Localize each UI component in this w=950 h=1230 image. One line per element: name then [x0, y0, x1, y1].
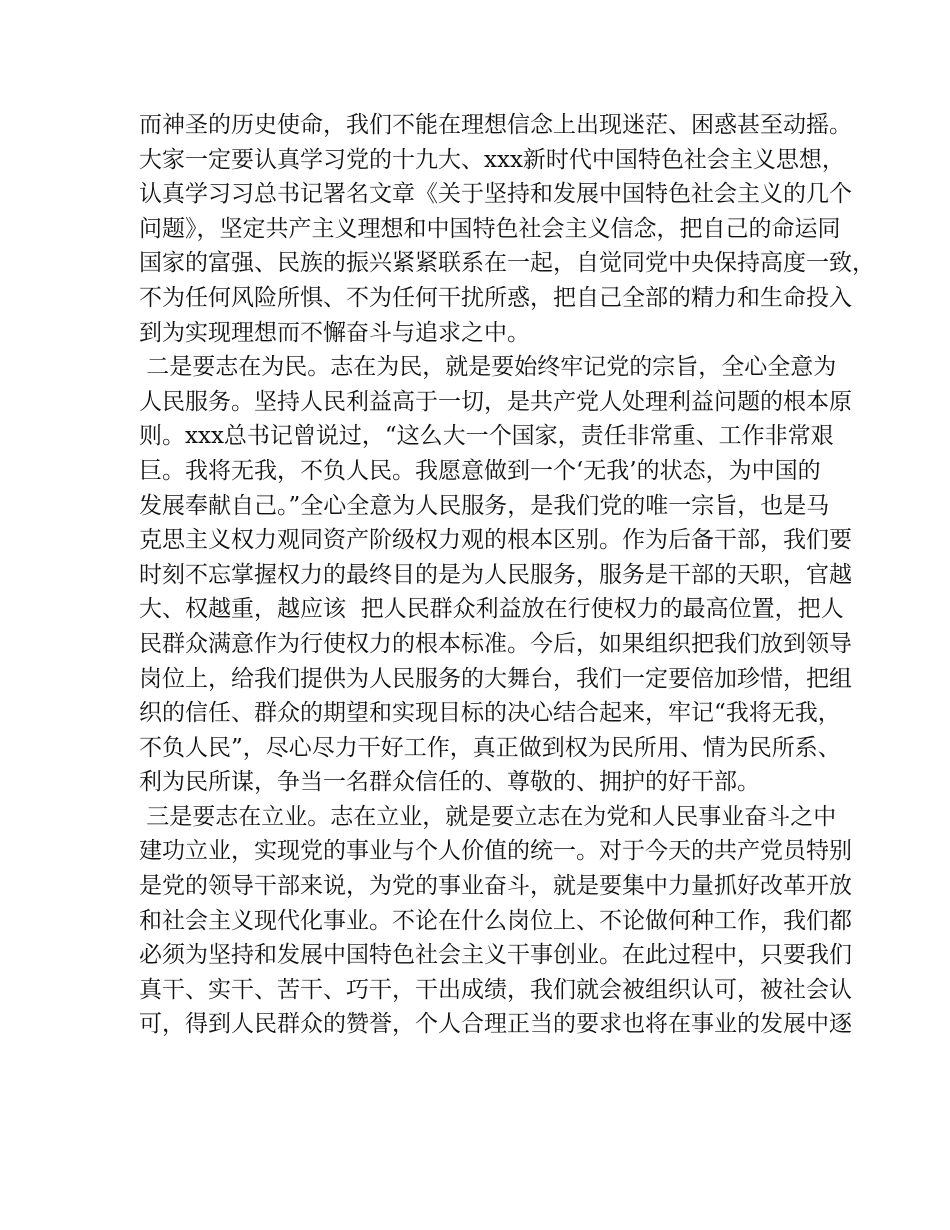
text-line: 建功立业，实现党的事业与个人价值的统一。对于今天的共产党员特别 — [139, 838, 852, 865]
text-line: 巨。我将无我，不负人民。我愿意做到一个‘无我’的状态，为中国的 — [139, 457, 821, 484]
text-line: 认真学习习总书记署名文章《关于坚持和发展中国特色社会主义的几个 — [139, 181, 852, 208]
text-line: 三是要志在立业。志在立业，就是要立志在为党和人民事业奋斗之中 — [139, 803, 837, 830]
text-line: 时刻不忘掌握权力的最终目的是为人民服务，服务是干部的天职，官越 — [139, 561, 852, 588]
text-line: 织的信任、群众的期望和实现目标的决心结合起来，牢记“我将无我， — [139, 700, 841, 727]
text-line: 不为任何风险所惧、不为任何干扰所惑，把自己全部的精力和生命投入 — [139, 284, 852, 311]
text-line: 不负人民”，尽心尽力干好工作，真正做到权为民所用、情为民所系、 — [139, 734, 841, 761]
text-line: 大家一定要认真学习党的十九大、xxx新时代中国特色社会主义思想， — [139, 146, 845, 173]
text-line: 而神圣的历史使命，我们不能在理想信念上出现迷茫、困惑甚至动摇。 — [139, 112, 852, 138]
text-line: 岗位上，给我们提供为人民服务的大舞台，我们一定要倍加珍惜，把组 — [139, 665, 852, 692]
text-line: 则。xxx总书记曾说过，“这么大一个国家，责任非常重、工作非常艰 — [139, 423, 834, 450]
text-line: 大、权越重，越应该 把人民群众利益放在行使权力的最高位置，把人 — [139, 596, 844, 623]
text-line: 国家的富强、民族的振兴紧紧联系在一起，自觉同党中央保持高度一致， — [139, 250, 875, 277]
text-line: 到为实现理想而不懈奋斗与追求之中。 — [139, 319, 530, 346]
text-line: 可，得到人民群众的赞誉，个人合理正当的要求也将在事业的发展中逐 — [139, 1011, 852, 1038]
text-line: 真干、实干、苦干、巧干，干出成绩，我们就会被组织认可，被社会认 — [139, 976, 852, 1003]
body-text — [139, 108, 875, 1042]
text-line: 是党的领导干部来说，为党的事业奋斗，就是要集中力量抓好改革开放 — [139, 873, 852, 900]
text-line: 克思主义权力观同资产阶级权力观的根本区别。作为后备干部，我们要 — [139, 527, 852, 554]
text-line: 和社会主义现代化事业。不论在什么岗位上、不论做何种工作，我们都 — [139, 907, 852, 934]
text-line: 人民服务。坚持人民利益高于一切，是共产党人处理利益问题的根本原 — [139, 388, 852, 415]
text-line: 利为民所谋，争当一名群众信任的、尊敬的、拥护的好干部。 — [139, 769, 760, 796]
text-line: 发展奉献自己。”全心全意为人民服务，是我们党的唯一宗旨，也是马 — [139, 492, 830, 519]
text-line: 必须为坚持和发展中国特色社会主义干事创业。在此过程中，只要我们 — [139, 942, 852, 969]
text-line: 民群众满意作为行使权力的根本标准。今后，如果组织把我们放到领导 — [139, 630, 852, 657]
text-line: 二是要志在为民。志在为民，就是要始终牢记党的宗旨，全心全意为 — [139, 354, 837, 381]
text-line: 问题》，坚定共产主义理想和中国特色社会主义信念，把自己的命运同 — [139, 215, 841, 242]
